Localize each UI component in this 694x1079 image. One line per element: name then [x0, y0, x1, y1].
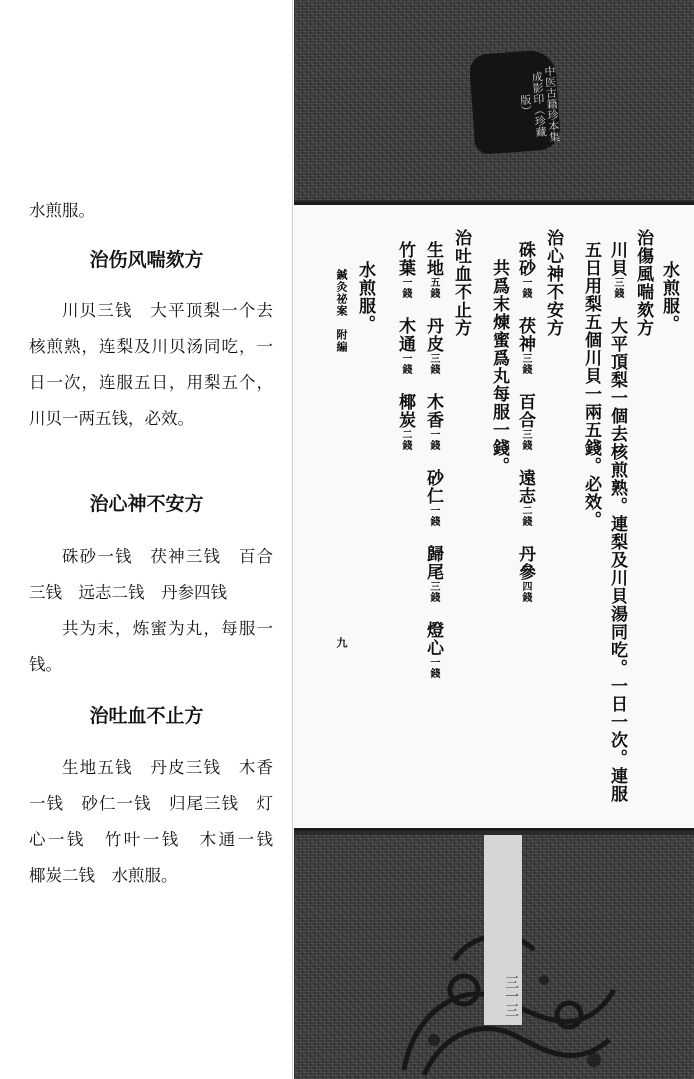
page-number: 九 [335, 637, 348, 649]
col-10: 水煎服。 [355, 261, 375, 333]
library-seal [469, 49, 562, 155]
paragraph-mind-remedy-2: 共为末，炼蜜为丸，每服一钱。 [29, 619, 273, 674]
col-8: 生地五錢 丹皮三錢 木香一錢 砂仁一錢 歸尾三錢 燈心一錢 [423, 241, 443, 679]
paragraph-cough-remedy: 川贝三钱 大平顶梨一个去核煎熟，连梨及川贝汤同吃，一日一次，连服五日，用梨五个，川贝一两五钱，必效。 [29, 301, 273, 428]
seal-text: 中医古籍珍本集成影印（珍藏版） [518, 64, 561, 143]
left-line-0: 水煎服。 [29, 201, 95, 220]
col-0: 水煎服。 [659, 261, 679, 333]
col-5: 硃砂一錢 茯神三錢 百合三錢 遠志二錢 丹參四錢 [515, 241, 535, 603]
col-2: 川貝三錢 大平頂梨一個去核煎熟。連梨及川貝湯同吃。一日一次。連服 [607, 241, 627, 803]
col-4: 治心神不安方 [543, 229, 563, 337]
scanned-page [294, 0, 694, 1079]
paragraph-blood-remedy: 生地五钱 丹皮三钱 木香一钱 砂仁一钱 归尾三钱 灯心一钱 竹叶一钱 木通一钱 椰炭二钱 水煎服。 [29, 758, 290, 885]
col-3: 五日用梨五個川貝一兩五錢。必效。 [581, 241, 601, 529]
heading-cough-remedy: 治伤风喘欬方 [89, 249, 204, 271]
col-7: 治吐血不止方 [451, 229, 471, 337]
col-6: 共爲末煉蜜爲丸每服一錢。 [489, 259, 509, 475]
left-page [0, 0, 293, 1079]
paragraph-mind-remedy-1: 硃砂一钱 茯神三钱 百合三钱 远志二钱 丹参四钱 [29, 547, 273, 602]
spine-number: 三一三 [503, 975, 519, 1017]
col-9: 竹葉一錢 木通一錢 椰炭二錢 [395, 241, 415, 451]
col-1: 治傷風喘欬方 [633, 229, 653, 337]
heading-blood-remedy: 治吐血不止方 [89, 705, 204, 727]
running-footer: 鍼灸祕案 附編 [335, 269, 348, 353]
heading-mind-remedy: 治心神不安方 [89, 493, 204, 515]
scanned-text-area [294, 202, 694, 831]
